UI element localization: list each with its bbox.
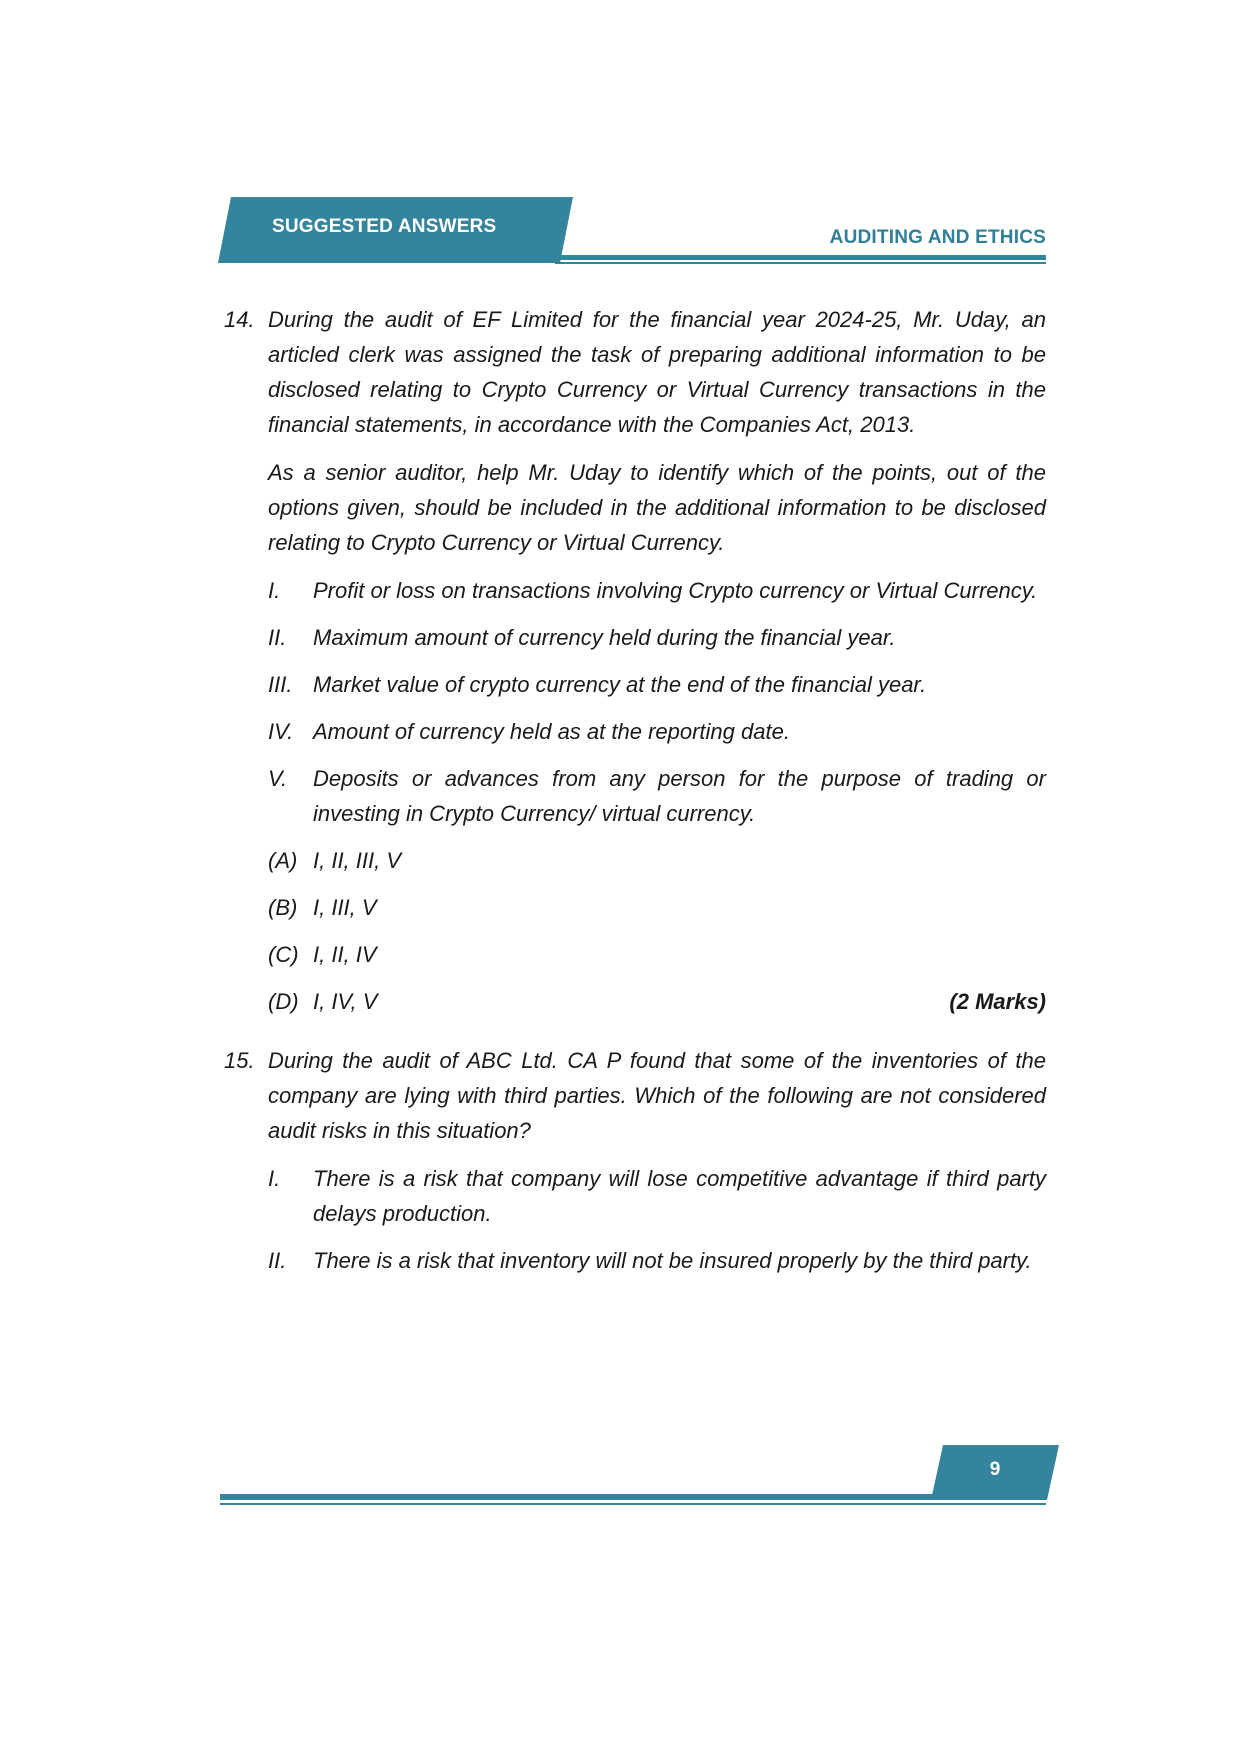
footer-rule-thin (220, 1503, 1046, 1505)
header-rule-thin (555, 262, 1046, 264)
option-label: (C) (268, 942, 299, 967)
point-item (268, 667, 1046, 702)
point-item (268, 1243, 1046, 1278)
point-number: III. (268, 672, 293, 697)
option-item (268, 984, 1046, 1019)
point-text: Profit or loss on transactions involving Crypto currency or Virtual Currency. (313, 578, 1038, 603)
option-label: (D) (268, 989, 299, 1014)
option-row (313, 984, 1046, 1019)
point-item (268, 573, 1046, 608)
point-number: V. (268, 766, 288, 791)
header-left-label: SUGGESTED ANSWERS (272, 216, 497, 237)
point-number: II. (268, 625, 287, 650)
option-text: I, II, III, V (313, 848, 402, 873)
point-text: Amount of currency held as at the reporting date. (313, 719, 790, 744)
question-instruction: As a senior auditor, help Mr. Uday to identify which of the points, out of the options given, should be included in the additional information to be disclosed relating to Crypto Currency or Virtual Currency. (268, 460, 1046, 555)
question-number: 15. (224, 1048, 255, 1073)
point-text: Market value of crypto currency at the end of the financial year. (313, 672, 927, 697)
question-14 (224, 302, 1046, 1031)
point-text: There is a risk that inventory will not be insured properly by the third party. (313, 1248, 1032, 1273)
point-number: II. (268, 1248, 287, 1273)
point-number: IV. (268, 719, 294, 744)
question-15 (224, 1043, 1046, 1290)
footer-rule (220, 1494, 1046, 1500)
option-item (268, 937, 1046, 972)
point-number: I. (268, 1166, 281, 1191)
point-item (268, 620, 1046, 655)
option-label: (A) (268, 848, 298, 873)
question-body (268, 302, 1046, 1031)
point-text: There is a risk that company will lose competitive advantage if third party delays production. (313, 1166, 1046, 1226)
question-stem: During the audit of ABC Ltd. CA P found that some of the inventories of the company are lying with third parties. Which of the following are not considered audit risks in this situation? (268, 1048, 1046, 1143)
point-item (268, 714, 1046, 749)
header-right-label: AUDITING AND ETHICS (829, 227, 1046, 248)
option-text: I, IV, V (313, 989, 378, 1014)
question-number: 14. (224, 307, 255, 332)
option-text: I, III, V (313, 895, 377, 920)
header-rule (555, 255, 1046, 260)
option-item (268, 843, 1046, 878)
page-number: 9 (989, 1459, 1001, 1480)
option-text: I, II, IV (313, 942, 377, 967)
question-stem: During the audit of EF Limited for the financial year 2024-25, Mr. Uday, an articled clerk was assigned the task of preparing additional information to be disclosed relating to Crypto Currency or Virtual Currency transactions in the financial statements, in accordance with the Companies Act, 2013. (268, 307, 1046, 437)
page-content (224, 302, 1046, 1302)
question-body (268, 1043, 1046, 1290)
point-text: Maximum amount of currency held during the financial year. (313, 625, 896, 650)
point-text: Deposits or advances from any person for the purpose of trading or investing in Crypto Currency/ virtual currency. (313, 766, 1046, 826)
marks-label: (2 Marks) (949, 989, 1046, 1014)
point-number: I. (268, 578, 281, 603)
option-item (268, 890, 1046, 925)
option-label: (B) (268, 895, 298, 920)
point-item (268, 761, 1046, 831)
point-item (268, 1161, 1046, 1231)
